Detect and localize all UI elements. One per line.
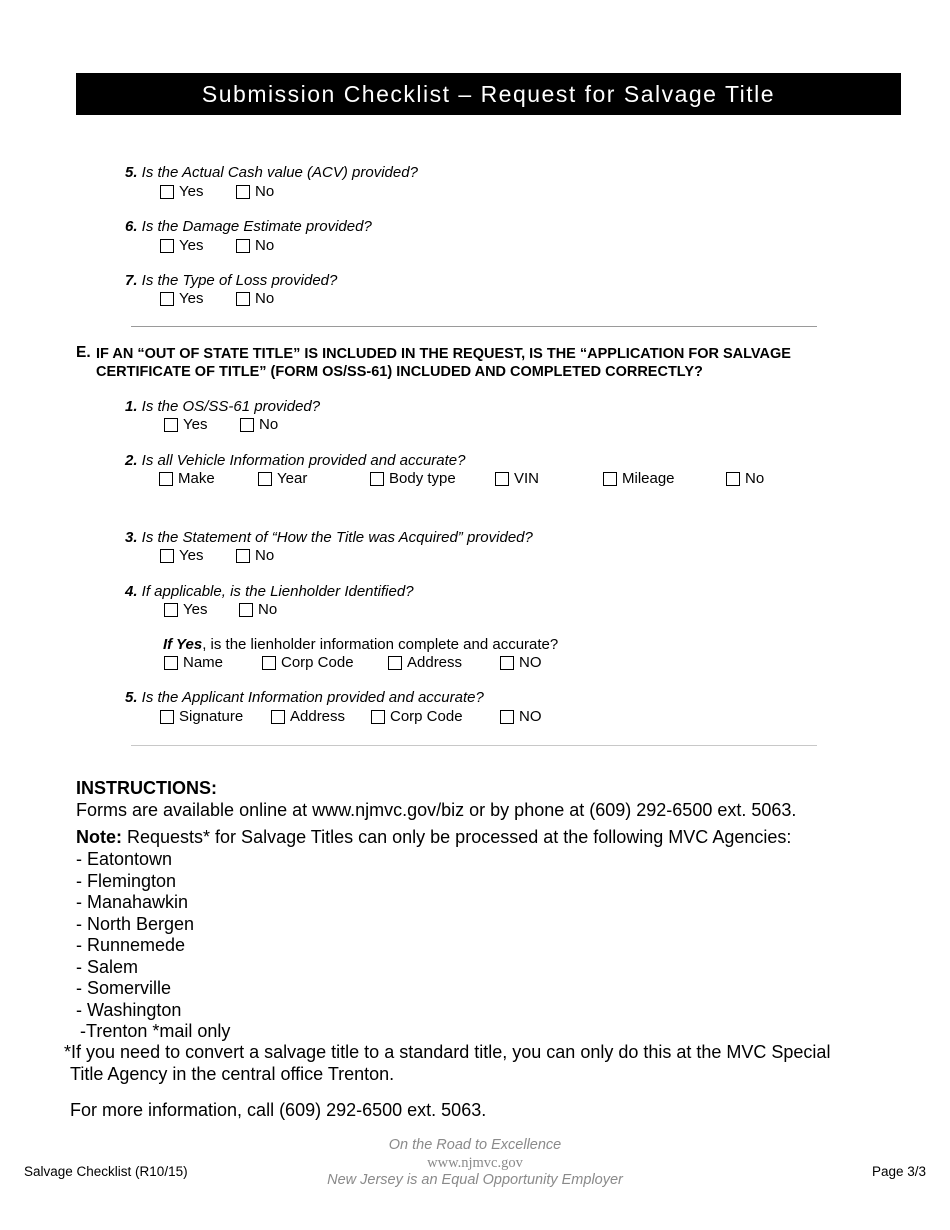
list-item: - Eatontown — [76, 849, 173, 869]
checkbox[interactable] — [164, 656, 178, 670]
checkbox[interactable] — [500, 710, 514, 724]
list-item: - Runnemede — [76, 935, 186, 955]
damage-no-option[interactable]: No — [236, 237, 274, 254]
vehicle-year-option[interactable]: Year — [258, 470, 307, 487]
question-acv: 5. Is the Actual Cash value (ACV) provided? — [125, 164, 418, 181]
applicant-address-option[interactable]: Address — [271, 708, 345, 725]
checkbox[interactable] — [371, 710, 385, 724]
checkbox[interactable] — [159, 472, 173, 486]
checkbox[interactable] — [262, 656, 276, 670]
list-item: - Manahawkin — [76, 892, 189, 912]
question-type-of-loss: 7. Is the Type of Loss provided? — [125, 272, 338, 289]
checkbox[interactable] — [164, 603, 178, 617]
checkbox[interactable] — [603, 472, 617, 486]
acv-yes-option[interactable]: Yes — [160, 183, 203, 200]
page-title: Submission Checklist – Request for Salvage Title — [201, 80, 776, 107]
note-text: Note: Requests* for Salvage Titles can only be processed at the following MVC Agencies: — [76, 827, 792, 847]
acquired-no-option[interactable]: No — [236, 547, 274, 564]
acv-no-option[interactable]: No — [236, 183, 274, 200]
instructions-heading: INSTRUCTIONS: — [76, 778, 217, 798]
checkbox[interactable] — [239, 603, 253, 617]
question-os-ss-61: 1. Is the OS/SS-61 provided? — [125, 398, 321, 415]
checkbox[interactable] — [160, 239, 174, 253]
applicant-corp-code-option[interactable]: Corp Code — [371, 708, 463, 725]
lienholder-followup-question: If Yes, is the lienholder information complete and accurate? — [163, 636, 559, 653]
divider — [131, 326, 817, 327]
page-title-banner — [76, 73, 901, 115]
lienholder-no-info-option[interactable]: NO — [500, 654, 542, 671]
question-vehicle-info: 2. Is all Vehicle Information provided and accurate? — [125, 452, 466, 469]
loss-no-option[interactable]: No — [236, 290, 274, 307]
forms-availability-text: Forms are available online at www.njmvc.gov/biz or by phone at (609) 292-6500 ext. 5063. — [76, 800, 797, 820]
question-lienholder: 4. If applicable, is the Lienholder Identified? — [125, 583, 414, 600]
list-item: - Somerville — [76, 978, 172, 998]
acquired-yes-option[interactable]: Yes — [160, 547, 203, 564]
checkbox[interactable] — [164, 418, 178, 432]
checkbox[interactable] — [388, 656, 402, 670]
lienholder-corp-code-option[interactable]: Corp Code — [262, 654, 354, 671]
footer-eeo: New Jersey is an Equal Opportunity Employer — [327, 1172, 623, 1188]
os-yes-option[interactable]: Yes — [164, 416, 207, 433]
lienholder-yes-option[interactable]: Yes — [164, 601, 207, 618]
checkbox[interactable] — [236, 292, 250, 306]
os-no-option[interactable]: No — [240, 416, 278, 433]
checkbox[interactable] — [160, 292, 174, 306]
list-item: - Salem — [76, 956, 139, 977]
more-info-text: For more information, call (609) 292-6500 ext. 5063. — [70, 1100, 487, 1120]
checkbox[interactable] — [240, 418, 254, 432]
vehicle-vin-option[interactable]: VIN — [495, 470, 539, 487]
convert-title-note: *If you need to convert a salvage title to a standard title, you can only do this at the MVC Special — [64, 1042, 831, 1062]
checkbox[interactable] — [160, 185, 174, 199]
footer-website: www.njmvc.gov — [427, 1155, 523, 1171]
divider — [131, 745, 817, 746]
loss-yes-option[interactable]: Yes — [160, 290, 203, 307]
page-number: Page 3/3 — [872, 1164, 927, 1179]
vehicle-body-type-option[interactable]: Body type — [370, 470, 456, 487]
convert-title-note-cont: Title Agency in the central office Trenton. — [70, 1064, 395, 1084]
lienholder-name-option[interactable]: Name — [164, 654, 223, 671]
checkbox[interactable] — [236, 549, 250, 563]
question-damage-estimate: 6. Is the Damage Estimate provided? — [125, 218, 372, 235]
applicant-no-option[interactable]: NO — [500, 708, 542, 725]
agency-list — [76, 849, 230, 1043]
section-e-heading: IF AN “OUT OF STATE TITLE” IS INCLUDED IN THE REQUEST, IS THE “APPLICATION FOR SALVAGE CERTIFICATE OF TITLE” (FORM OS/SS-61) INCLUDED AND COMPLETED CORRECTLY? — [96, 346, 791, 380]
checkbox[interactable] — [236, 239, 250, 253]
question-applicant-info: 5. Is the Applicant Information provided and accurate? — [125, 689, 484, 706]
checkbox[interactable] — [370, 472, 384, 486]
list-item: - Washington — [76, 999, 182, 1020]
checkbox[interactable] — [258, 472, 272, 486]
question-how-acquired: 3. Is the Statement of “How the Title was Acquired” provided? — [125, 529, 533, 546]
vehicle-make-option[interactable]: Make — [159, 470, 215, 487]
applicant-signature-option[interactable]: Signature — [160, 708, 243, 725]
checkbox[interactable] — [236, 185, 250, 199]
footer-slogan: On the Road to Excellence — [388, 1137, 562, 1153]
vehicle-mileage-option[interactable]: Mileage — [603, 470, 675, 487]
checkbox[interactable] — [271, 710, 285, 724]
vehicle-no-option[interactable]: No — [726, 470, 764, 487]
checkbox[interactable] — [160, 549, 174, 563]
checkbox[interactable] — [495, 472, 509, 486]
checkbox[interactable] — [726, 472, 740, 486]
damage-yes-option[interactable]: Yes — [160, 237, 203, 254]
form-id: Salvage Checklist (R10/15) — [24, 1164, 188, 1179]
checkbox[interactable] — [160, 710, 174, 724]
section-letter: E. — [76, 344, 91, 361]
list-item: - Flemington — [76, 870, 177, 891]
checkbox[interactable] — [500, 656, 514, 670]
lienholder-no-option[interactable]: No — [239, 601, 277, 618]
lienholder-address-option[interactable]: Address — [388, 654, 462, 671]
list-item: - North Bergen — [76, 913, 195, 934]
list-item: -Trenton *mail only — [80, 1021, 231, 1041]
